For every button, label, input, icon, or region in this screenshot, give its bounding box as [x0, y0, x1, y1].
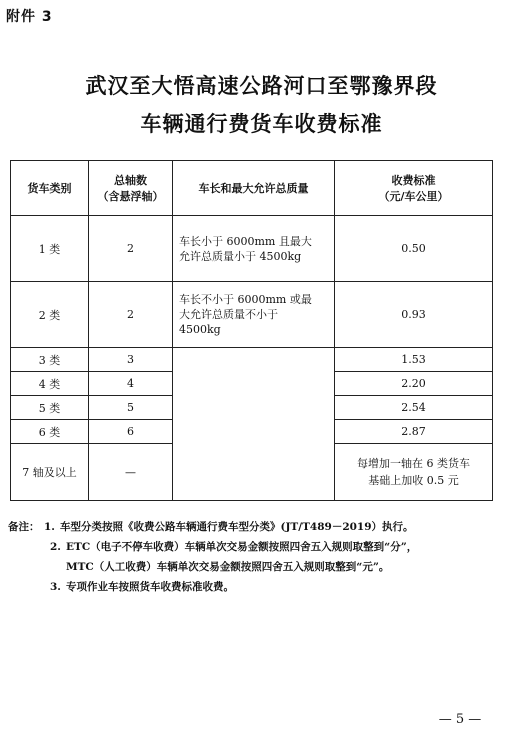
note-item	[8, 537, 518, 557]
header-desc: 车长和最大允许总质量	[173, 161, 335, 216]
cell-desc-line1: 车长小于 6000mm 且最大	[179, 234, 312, 248]
note-number: 2.	[50, 541, 61, 553]
cell-axles: 3	[89, 348, 173, 372]
header-axles-line1: 总轴数	[114, 174, 147, 187]
note-item-continued	[8, 557, 518, 577]
cell-rate	[335, 444, 493, 501]
notes-label: 备注：	[8, 521, 40, 533]
cell-rate-line2: 基础上加收 0.5 元	[368, 474, 459, 487]
attachment-label: 附件 3	[6, 9, 53, 25]
header-rate	[335, 161, 493, 216]
cell-desc-line2: 允许总质量小于 4500kg	[179, 249, 302, 263]
cell-rate: 2.54	[335, 396, 493, 420]
cell-type: 6 类	[11, 420, 89, 444]
note-number: 1.	[44, 521, 55, 533]
cell-type: 5 类	[11, 396, 89, 420]
cell-desc-line1: 车长不小于 6000mm 或最	[179, 293, 312, 306]
note-text: 车型分类按照《收费公路车辆通行费车型分类》(JT/T489－2019）执行。	[60, 521, 414, 533]
header-rate-line2: （元/车公里）	[378, 190, 449, 203]
cell-axles: 2	[89, 282, 173, 348]
page-number: — 5 —	[438, 712, 482, 727]
header-axles	[89, 161, 173, 216]
document-title-line1: 武汉至大悟高速公路河口至鄂豫界段	[85, 73, 438, 98]
note-text: MTC（人工收费）车辆单次交易金额按照四舍五入规则取整到“元”。	[66, 561, 390, 573]
cell-axles: —	[89, 444, 173, 501]
header-type: 货车类别	[11, 161, 89, 216]
note-item	[8, 517, 518, 537]
cell-desc-line3: 4500kg	[179, 323, 221, 336]
cell-type: 4 类	[11, 372, 89, 396]
cell-rate: 1.53	[335, 348, 493, 372]
table-row	[11, 282, 493, 348]
cell-desc-line2: 大允许总质量不小于	[179, 308, 278, 321]
cell-rate-line1: 每增加一轴在 6 类货车	[357, 457, 470, 470]
cell-rate: 2.20	[335, 372, 493, 396]
table-row	[11, 216, 493, 282]
note-text: 专项作业车按照货车收费标准收费。	[66, 581, 234, 593]
table-header-row	[11, 161, 493, 216]
cell-desc-empty	[173, 348, 335, 501]
cell-type: 7 轴及以上	[11, 444, 89, 501]
notes-section	[8, 517, 518, 597]
table-row	[11, 348, 493, 372]
cell-rate: 0.93	[335, 282, 493, 348]
document-title-line2: 车辆通行费货车收费标准	[140, 111, 383, 136]
note-text: ETC（电子不停车收费）车辆单次交易金额按照四舍五入规则取整到“分”，	[66, 541, 418, 553]
cell-type: 3 类	[11, 348, 89, 372]
note-number: 3.	[50, 581, 61, 593]
cell-axles: 2	[89, 216, 173, 282]
header-rate-line1: 收费标准	[391, 174, 436, 187]
cell-axles: 5	[89, 396, 173, 420]
cell-type: 2 类	[11, 282, 89, 348]
cell-type: 1 类	[11, 216, 89, 282]
note-item	[8, 577, 518, 597]
header-axles-line2: （含悬浮轴）	[97, 190, 164, 203]
cell-rate: 2.87	[335, 420, 493, 444]
toll-rate-table	[10, 160, 493, 501]
cell-rate: 0.50	[335, 216, 493, 282]
cell-desc	[173, 282, 335, 348]
cell-axles: 6	[89, 420, 173, 444]
cell-axles: 4	[89, 372, 173, 396]
cell-desc	[173, 216, 335, 282]
